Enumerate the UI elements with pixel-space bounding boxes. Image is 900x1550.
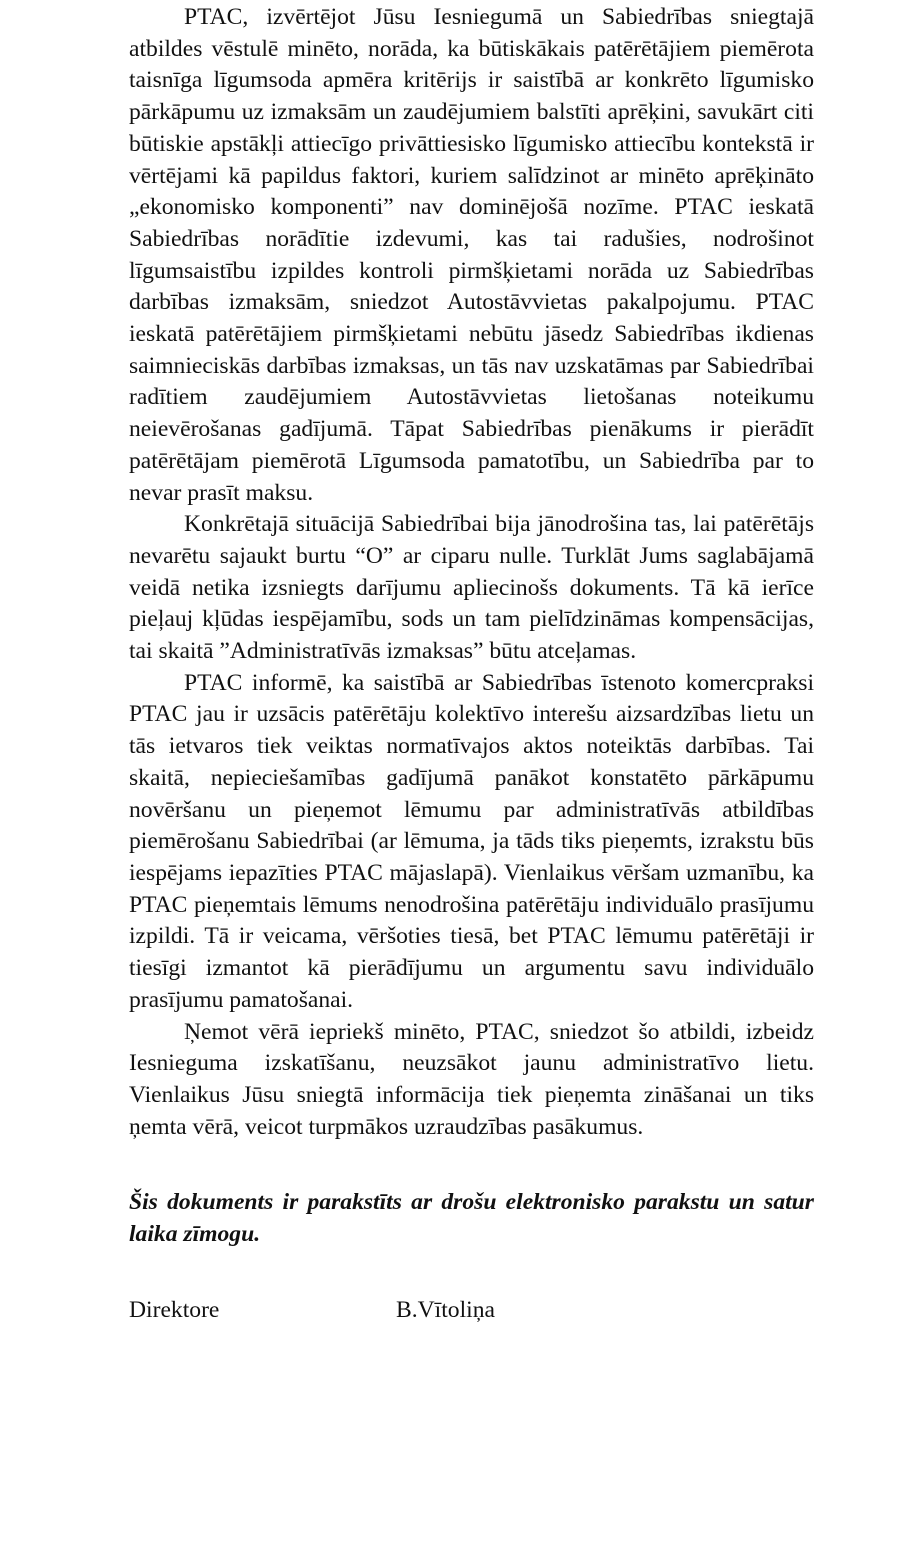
paragraph-specific-situation: Konkrētajā situācijā Sabiedrībai bija jānodrošina tas, lai patērētājs nevarētu sajaukt burtu “O” ar ciparu nulle. Turklāt Jums saglabājamā veidā netika izsniegts darījumu apliecinošs dokuments. Tā kā ierīce pieļauj kļūdas iespējamību, sods un tam pielīdzināmas kompensācijas, tai skaitā ”Administratīvās izmaksas” būtu atceļamas. [129, 511, 814, 665]
document-page [129, 0, 814, 1327]
signatory-role: Direktore [129, 1296, 220, 1323]
paragraph-ptac-assessment: PTAC, izvērtējot Jūsu Iesniegumā un Sabiedrības sniegtajā atbildes vēstulē minēto, norāda, ka būtiskākais patērētājiem piemērota taisnīga līgumsoda apmēra kritērijs ir saistībā ar konkrēto līgumisko pārkāpumu uz izmaksām un zaudējumiem balstīti aprēķini, savukārt citi būtiskie apstākļi attiecīgo privāttiesisko līgumisko attiecību kontekstā ir vērtējami kā papildus faktori, kuriem salīdzinot ar minēto aprēķināto „ekonomisko komponenti” nav dominējošā nozīme. PTAC ieskatā Sabiedrības norādītie izdevumi, kas tai radušies, nodrošinot līgumsaistību izpildes kontroli pirmšķietami norāda uz Sabiedrības darbības izmaksām, sniedzot Autostāvvietas pakalpojumu. PTAC ieskatā patērētājiem pirmšķietami nebūtu jāsedz Sabiedrības ikdienas saimnieciskās darbības izmaksas, un tās nav uzskatāmas par Sabiedrībai radītiem zaudējumiem Autostāvvietas lietošanas noteikumu neievērošanas gadījumā. Tāpat Sabiedrības pienākums ir pierādīt patērētājam piemērotā Līgumsoda pamatotību, un Sabiedrība par to nevar prasīt maksu. [129, 4, 814, 506]
electronic-signature-notice: Šis dokuments ir parakstīts ar drošu elektronisko parakstu un satur laika zīmogu. [129, 1189, 814, 1248]
signature-block [129, 1295, 814, 1327]
document-body [129, 2, 814, 1143]
paragraph-conclusion: Ņemot vērā iepriekš minēto, PTAC, sniedzot šo atbildi, izbeidz Iesnieguma izskatīšanu, neuzsākot jaunu administratīvo lietu. Vienlaikus Jūsu sniegtā informācija tiek pieņemta zināšanai un tiks ņemta vērā, veicot turpmākos uzraudzības pasākumus. [129, 1018, 814, 1140]
paragraph-ptac-informs: PTAC informē, ka saistībā ar Sabiedrības īstenoto komercpraksi PTAC jau ir uzsācis patērētāju kolektīvo interešu aizsardzības lietu un tās ietvaros tiek veiktas normatīvajos aktos noteiktās darbības. Tai skaitā, nepieciešamības gadījumā panākot konstatēto pārkāpumu novēršanu un pieņemot lēmumu par administratīvās atbildības piemērošanu Sabiedrībai (ar lēmuma, ja tāds tiks pieņemts, izrakstu būs iespējams iepazīties PTAC mājaslapā). Vienlaikus vēršam uzmanību, ka PTAC pieņemtais lēmums nenodrošina patērētāju individuālo prasījumu izpildi. Tā ir veicama, vēršoties tiesā, bet PTAC lēmumu patērētāji ir tiesīgi izmantot kā pierādījumu un argumentu savu individuālo prasījumu pamatošanai. [129, 669, 814, 1013]
signatory-name: B.Vītoliņa [396, 1296, 495, 1323]
